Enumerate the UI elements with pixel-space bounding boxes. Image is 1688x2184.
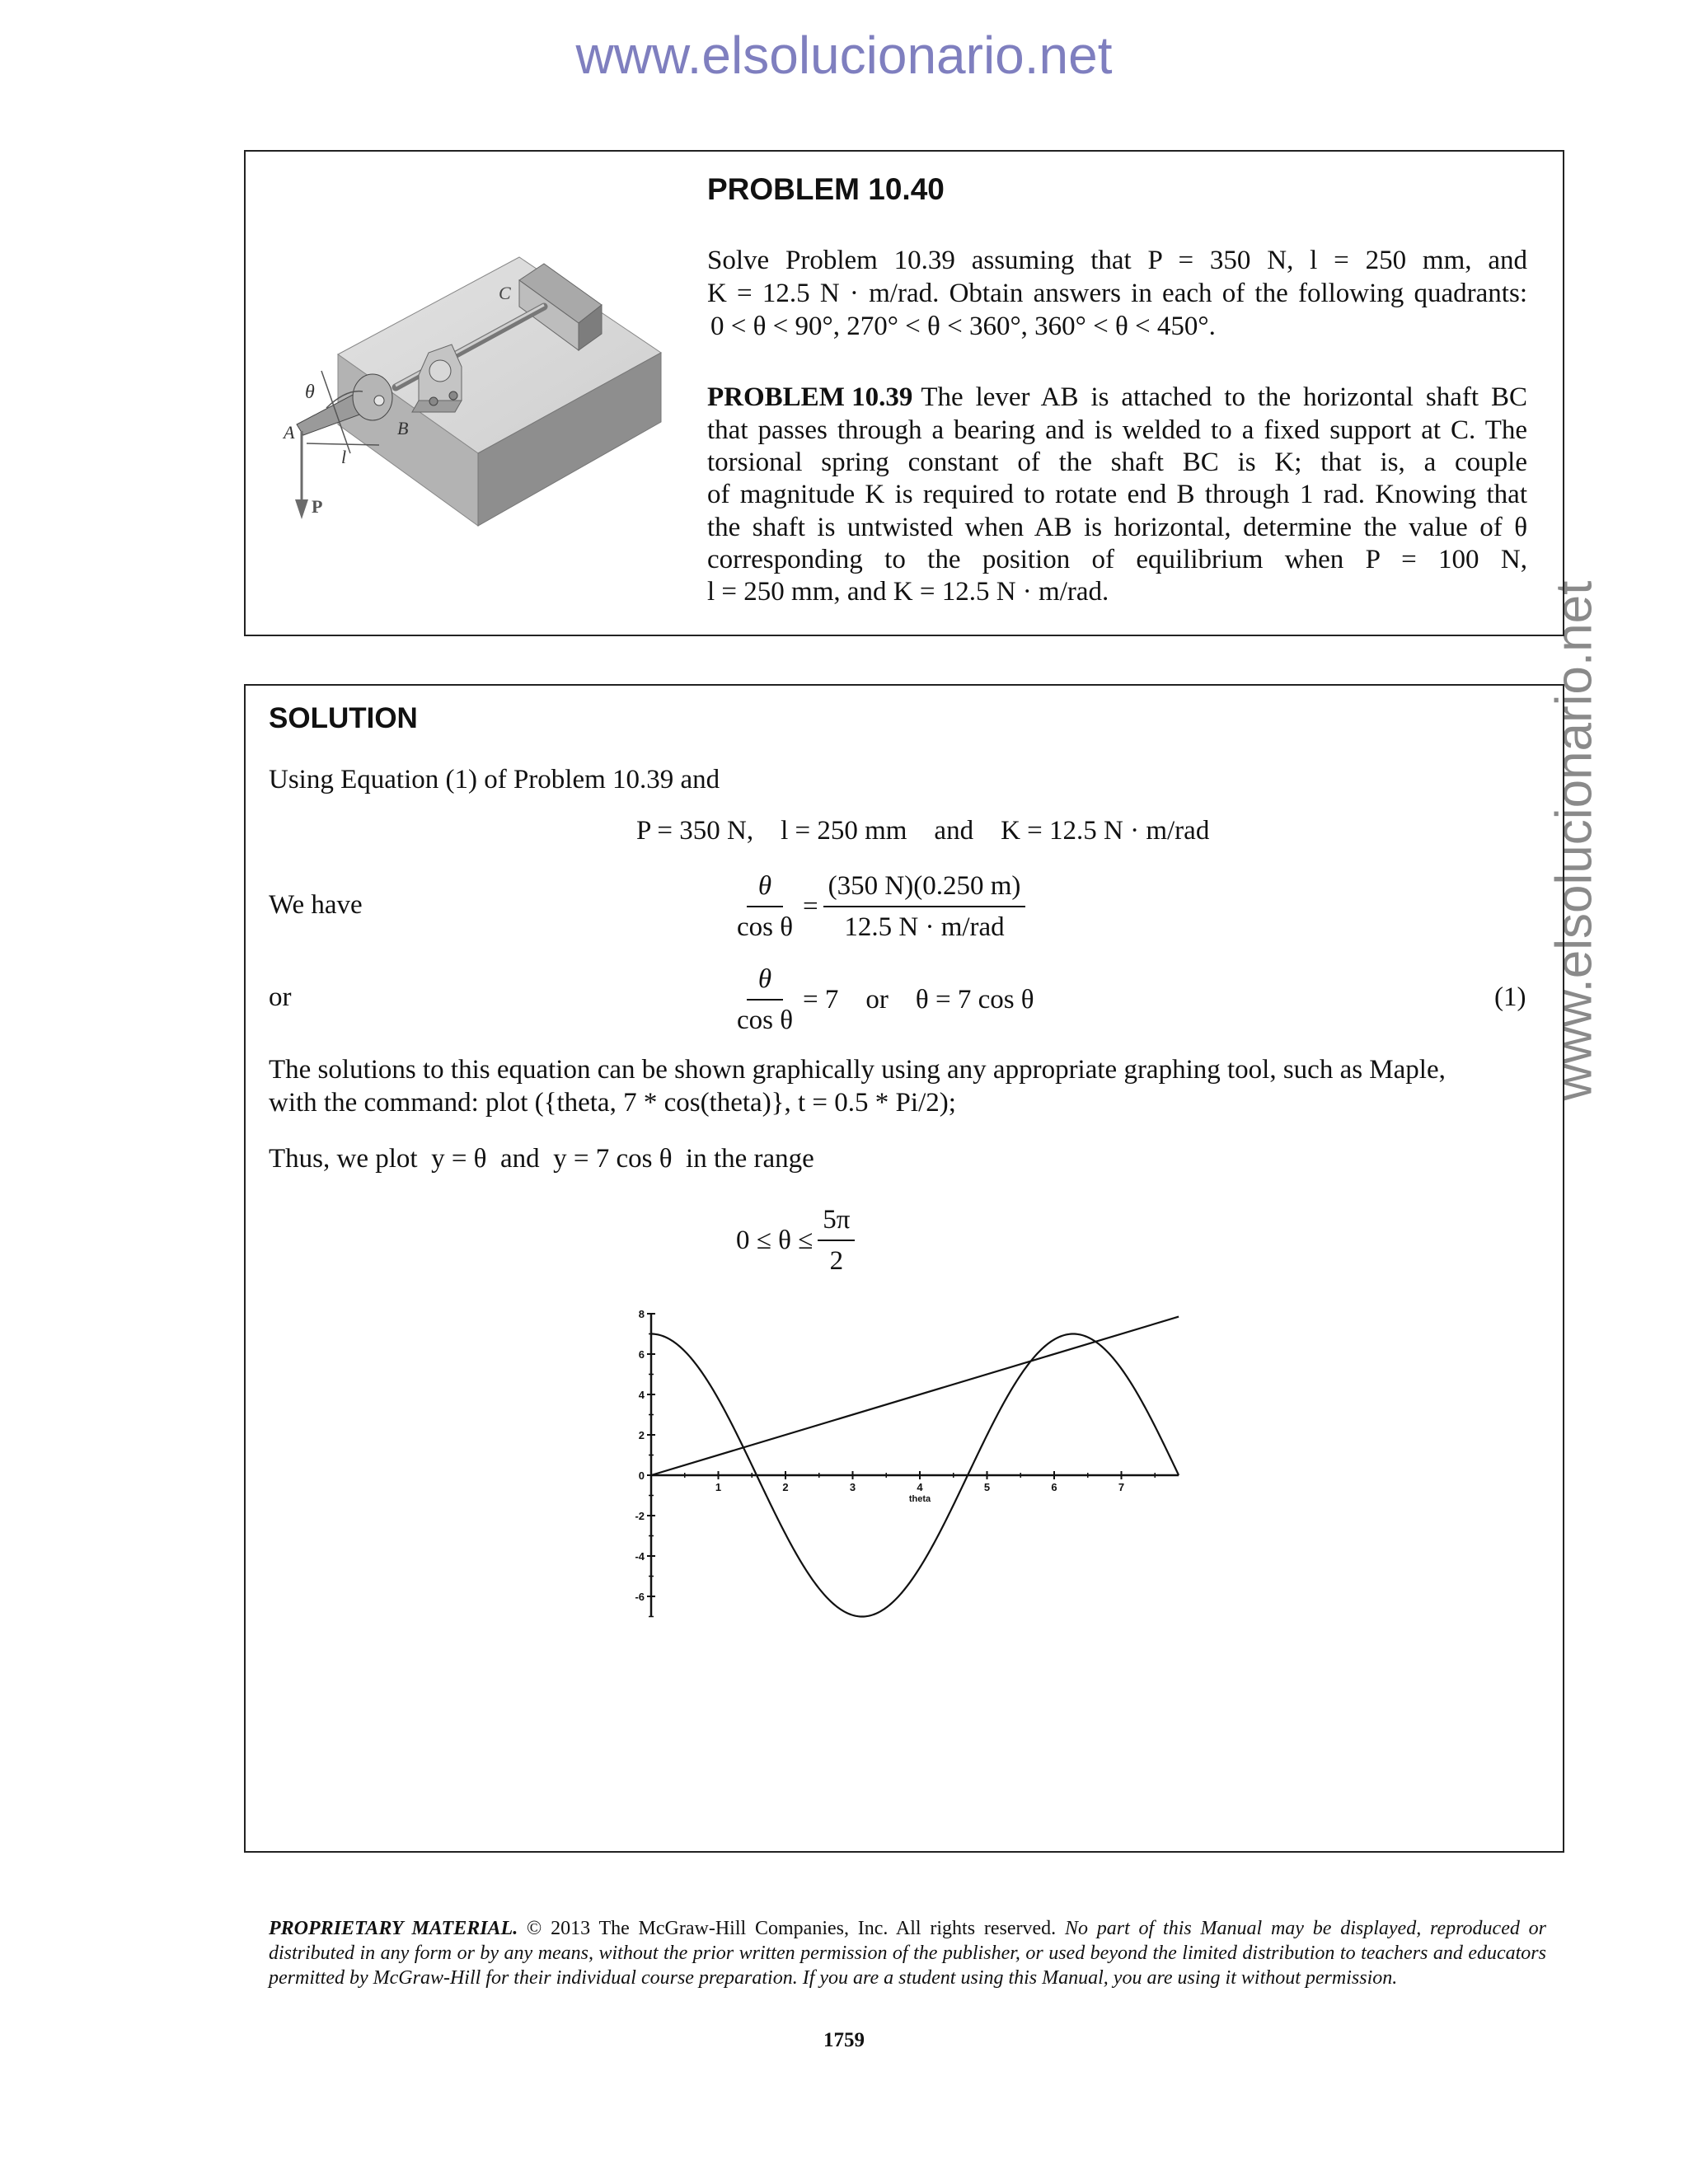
eq1-lhs-den: cos θ: [737, 912, 794, 942]
ref-line-5: the shaft is untwisted when AB is horizontal, determine the value of θ: [707, 513, 1527, 542]
x-tick-label-2: 2: [782, 1481, 789, 1493]
range-den: 2: [829, 1246, 844, 1276]
figure-label-p: P: [312, 496, 323, 517]
y-tick-label-0: 0: [638, 1469, 645, 1482]
x-tick-label-5: 5: [983, 1481, 991, 1493]
solution-box: [244, 684, 1564, 1853]
y-tick-label-8: 8: [638, 1308, 645, 1320]
y-tick-label-4: 4: [638, 1389, 645, 1401]
watermark-top: www.elsolucionario.net: [575, 26, 1113, 85]
footer-notice: [269, 1916, 1546, 1990]
figure-label-b: B: [397, 418, 409, 438]
problem-statement-line-1: Solve Problem 10.39 assuming that P = 350 N, l = 250 mm, and: [707, 246, 1527, 275]
eq2-lhs-num: θ: [747, 963, 783, 1001]
ref-line-4: of magnitude K is required to rotate end B through 1 rad. Knowing that: [707, 480, 1527, 509]
x-tick-label-4: 4: [917, 1481, 923, 1493]
series-theta: [651, 1317, 1179, 1475]
problem-statement-line-3: 0 < θ < 90°, 270° < θ < 360°, 360° < θ < 450°.: [710, 312, 1216, 341]
eq1-rhs-fraction: [823, 869, 1026, 944]
ref-heading: PROBLEM 10.39: [707, 382, 913, 412]
figure-label-a: A: [284, 422, 295, 443]
plot-ticks: [635, 1308, 1155, 1617]
figure-label-theta: θ: [305, 382, 315, 403]
plot-sentence: Thus, we plot y = θ and y = 7 cos θ in the range: [269, 1144, 814, 1174]
range-fraction: [818, 1203, 855, 1277]
equation-1: [732, 869, 1025, 944]
eq1-equals: =: [803, 892, 818, 921]
y-tick-label--2: -2: [635, 1510, 645, 1522]
solution-para-line-1: The solutions to this equation can be shown graphically using any appropriate graphing tool, such as Maple,: [269, 1055, 1446, 1085]
plot-curves: [651, 1317, 1179, 1617]
footer-text: No part of this Manual may be displayed, reproduced or distributed in any form or by any means, without the prior written permission of the publisher, or used beyond the limited distribution to teachers and educators permitted by McGraw-Hill for their individual course preparation. If you are a student using this Manual, you are using it without permission.: [269, 1918, 1546, 1989]
y-tick-label-6: 6: [638, 1348, 645, 1361]
eq2-lhs-den: cos θ: [737, 1005, 794, 1035]
range-expression: [736, 1203, 855, 1277]
solution-givens: P = 350 N, l = 250 mm and K = 12.5 N · m/rad: [636, 816, 1210, 846]
watermark-side: www.elsolucionario.net: [1545, 580, 1603, 1101]
page-number: 1759: [823, 2029, 865, 2051]
x-tick-label-3: 3: [849, 1481, 856, 1493]
maple-plot: [610, 1290, 1187, 1628]
ref-line-3: torsional spring constant of the shaft BC is K; that is, a couple: [707, 448, 1527, 477]
x-tick-label-1: 1: [715, 1481, 722, 1493]
problem-heading: PROBLEM 10.40: [707, 172, 945, 206]
range-lhs: 0 ≤ θ ≤: [736, 1226, 814, 1255]
eq1-lhs-fraction: [732, 869, 798, 944]
x-axis-label: theta: [908, 1494, 931, 1504]
footer-copyright: © 2013 The McGraw-Hill Companies, Inc. All rights reserved.: [527, 1918, 1057, 1939]
ref-line-7: l = 250 mm, and K = 12.5 N · m/rad.: [707, 577, 1109, 607]
y-tick-label--4: -4: [635, 1550, 645, 1563]
mechanism-figure: [272, 247, 684, 536]
figure-label-c: C: [499, 283, 511, 303]
ref-line-1: [707, 381, 1527, 414]
x-tick-label-6: 6: [1051, 1481, 1057, 1493]
y-tick-label--6: -6: [635, 1591, 645, 1603]
eq2-rest: = 7 or θ = 7 cos θ: [803, 985, 1034, 1015]
plot-axes: [651, 1314, 1179, 1617]
eq2-lhs-fraction: [732, 963, 798, 1037]
footer-label: PROPRIETARY MATERIAL.: [269, 1918, 518, 1939]
eq1-rhs-den: 12.5 N · m/rad: [844, 912, 1005, 942]
ref-line-6: corresponding to the position of equilibrium when P = 100 N,: [707, 545, 1527, 574]
solution-heading: SOLUTION: [269, 702, 418, 734]
y-tick-label-2: 2: [638, 1429, 645, 1441]
equation-2: [732, 963, 1034, 1037]
x-tick-label-7: 7: [1118, 1481, 1125, 1493]
eq1-rhs-num: (350 N)(0.250 m): [823, 869, 1026, 907]
ref-line-1-text: The lever AB is attached to the horizontal shaft BC: [921, 382, 1527, 412]
figure-label-l: l: [341, 447, 347, 467]
we-have-label: We have: [269, 890, 363, 920]
solution-para-line-2: with the command: plot ({theta, 7 * cos(theta)}, t = 0.5 * Pi/2);: [269, 1088, 956, 1118]
eq1-lhs-num: θ: [747, 869, 783, 907]
solution-intro: Using Equation (1) of Problem 10.39 and: [269, 765, 720, 794]
range-num: 5π: [818, 1203, 855, 1241]
ref-line-2: that passes through a bearing and is welded to a fixed support at C. The: [707, 415, 1527, 445]
or-label: or: [269, 982, 292, 1012]
equation-tag: (1): [1494, 982, 1526, 1012]
problem-statement-line-2: K = 12.5 N · m/rad. Obtain answers in each of the following quadrants:: [707, 279, 1527, 308]
